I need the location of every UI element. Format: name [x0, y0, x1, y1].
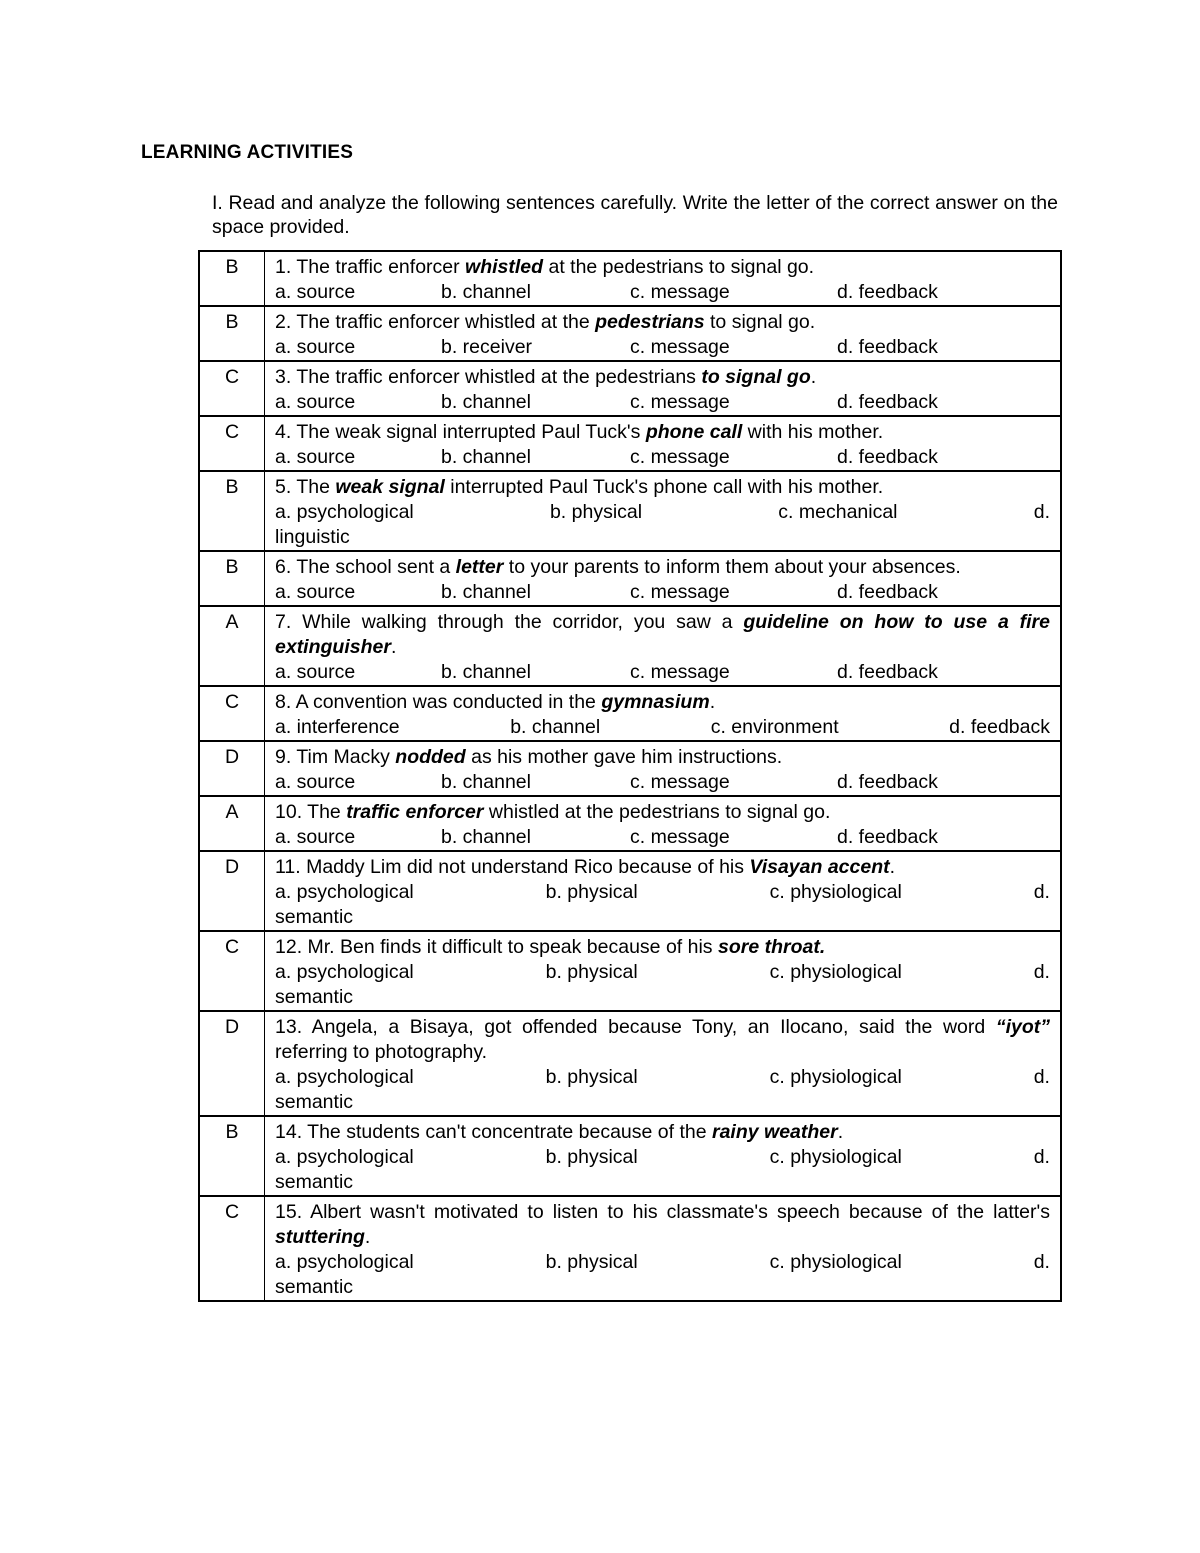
choice-option: b. physical — [545, 881, 638, 903]
question-cell — [265, 471, 1062, 551]
stem-text: with his mother. — [742, 421, 884, 443]
choice-option: b. physical — [545, 1066, 638, 1088]
choice-option: d. — [1033, 961, 1050, 983]
question-cell — [265, 251, 1062, 306]
stem-keyword: pedestrians — [595, 311, 705, 333]
choice-option: b. channel — [441, 826, 531, 848]
stem-text: 2. The traffic enforcer whistled at the — [275, 311, 596, 333]
choice-option: b. channel — [441, 391, 531, 413]
choice-option: b. physical — [545, 961, 638, 983]
stem-text: . — [709, 691, 716, 713]
stem-text: 9. Tim Macky — [275, 746, 396, 768]
question-cell — [265, 1196, 1062, 1301]
choices-row — [275, 770, 1050, 795]
question-cell — [265, 361, 1062, 416]
stem-text: 13. Angela, a Bisaya, got offended because Tony, an Ilocano, said the word — [275, 1016, 996, 1038]
choice-option: c. message — [630, 581, 730, 603]
choice-option: a. psychological — [275, 961, 414, 983]
question-stem — [275, 365, 1050, 390]
stem-keyword: sore throat. — [717, 936, 826, 958]
table-row — [199, 361, 1061, 416]
question-stem — [275, 1200, 1050, 1250]
choice-option: d. feedback — [837, 446, 938, 468]
choice-option: d. feedback — [949, 716, 1050, 738]
stem-text: interrupted Paul Tuck's phone call with his mother. — [444, 476, 884, 498]
question-stem — [275, 255, 1050, 280]
stem-keyword: phone call — [645, 421, 743, 443]
choice-option: d. feedback — [837, 391, 938, 413]
choice-option: c. physiological — [769, 1066, 902, 1088]
choice-option: d. feedback — [837, 336, 938, 358]
stem-text: 8. A convention was conducted in the — [275, 691, 602, 713]
choice-option: c. mechanical — [778, 501, 898, 523]
choice-option: b. physical — [549, 501, 643, 523]
choice-option: d. feedback — [837, 281, 938, 303]
choice-option: b. channel — [441, 446, 531, 468]
table-row — [199, 551, 1061, 606]
instructions-text: I. Read and analyze the following sentences carefully. Write the letter of the correct answer on the space provided. — [212, 192, 1058, 238]
answer-cell: A — [199, 606, 265, 686]
choice-option: d. feedback — [837, 826, 938, 848]
answer-cell: C — [199, 416, 265, 471]
answer-cell: B — [199, 306, 265, 361]
question-stem — [275, 555, 1050, 580]
choice-option: c. physiological — [769, 1251, 902, 1273]
question-stem — [275, 690, 1050, 715]
choices-row — [275, 280, 1050, 305]
choice-option: c. message — [630, 826, 730, 848]
stem-text: 6. The school sent a — [275, 556, 456, 578]
stem-keyword: “iyot” — [995, 1016, 1050, 1038]
choice-option: a. psychological — [275, 1146, 414, 1168]
choice-option: a. source — [275, 661, 356, 683]
stem-keyword: to signal go — [701, 366, 811, 388]
question-cell — [265, 741, 1062, 796]
answer-cell: D — [199, 1011, 265, 1116]
stem-text: 3. The traffic enforcer whistled at the pedestrians — [275, 366, 702, 388]
question-cell — [265, 306, 1062, 361]
choice-option: d. feedback — [837, 581, 938, 603]
stem-keyword: nodded — [395, 746, 466, 768]
question-stem — [275, 420, 1050, 445]
table-row — [199, 471, 1061, 551]
stem-text: 5. The — [275, 476, 336, 498]
stem-text: 14. The students can't concentrate because of the — [275, 1121, 712, 1143]
choice-option: a. interference — [275, 716, 400, 738]
stem-keyword: letter — [455, 556, 504, 578]
choice-option-continued: semantic — [275, 1171, 354, 1193]
question-stem — [275, 800, 1050, 825]
question-cell — [265, 606, 1062, 686]
stem-keyword: guideline on how to use a fire extinguisher — [275, 611, 1050, 658]
question-cell — [265, 551, 1062, 606]
stem-keyword: whistled — [465, 256, 544, 278]
stem-text: 11. Maddy Lim did not understand Rico because of his — [275, 856, 750, 878]
stem-text: . — [390, 636, 397, 658]
choice-option: b. channel — [510, 716, 601, 738]
choice-option: d. — [1033, 1146, 1050, 1168]
table-row — [199, 931, 1061, 1011]
stem-text: 4. The weak signal interrupted Paul Tuck's — [275, 421, 646, 443]
table-row — [199, 741, 1061, 796]
question-stem — [275, 1120, 1050, 1145]
stem-text: 10. The — [275, 801, 347, 823]
stem-keyword: gymnasium — [601, 691, 710, 713]
choice-option: c. message — [630, 771, 730, 793]
choice-option: a. source — [275, 771, 356, 793]
choice-option: a. psychological — [275, 1066, 414, 1088]
choice-option: c. message — [630, 391, 730, 413]
table-row — [199, 306, 1061, 361]
table-row — [199, 686, 1061, 741]
choices-row — [275, 715, 1050, 740]
choice-option: a. psychological — [275, 881, 414, 903]
answer-cell: A — [199, 796, 265, 851]
table-row — [199, 606, 1061, 686]
choices-row — [275, 1250, 1050, 1275]
stem-text: . — [837, 1121, 844, 1143]
question-stem — [275, 935, 1050, 960]
answer-cell: C — [199, 686, 265, 741]
choice-option: c. message — [630, 281, 730, 303]
choice-option: a. source — [275, 281, 356, 303]
choice-option: d. feedback — [837, 661, 938, 683]
question-cell — [265, 1011, 1062, 1116]
question-stem — [275, 1015, 1050, 1065]
choices-row — [275, 390, 1050, 415]
stem-text: to signal go. — [704, 311, 816, 333]
answer-cell: B — [199, 1116, 265, 1196]
stem-keyword: Visayan accent — [749, 856, 890, 878]
choice-option: c. physiological — [769, 1146, 902, 1168]
table-row — [199, 1196, 1061, 1301]
choice-option: d. feedback — [837, 771, 938, 793]
answer-cell: B — [199, 251, 265, 306]
stem-text: referring to photography. — [275, 1041, 488, 1063]
choice-option: c. physiological — [769, 881, 902, 903]
choice-option: b. channel — [441, 581, 531, 603]
choice-option-continued: semantic — [275, 906, 354, 928]
choices-row — [275, 1065, 1050, 1090]
choice-option: a. source — [275, 446, 356, 468]
question-cell — [265, 686, 1062, 741]
answer-cell: C — [199, 931, 265, 1011]
question-stem — [275, 745, 1050, 770]
choice-option: d. — [1033, 501, 1050, 523]
answer-cell: C — [199, 361, 265, 416]
choice-option: b. channel — [441, 661, 531, 683]
choice-option: a. source — [275, 336, 356, 358]
questions-table-body — [199, 251, 1061, 1301]
table-row — [199, 1116, 1061, 1196]
stem-keyword: stuttering — [275, 1226, 365, 1248]
choices-row — [275, 500, 1050, 525]
choice-option-continued: semantic — [275, 1276, 354, 1298]
question-stem — [275, 475, 1050, 500]
table-row — [199, 851, 1061, 931]
choices-row — [275, 660, 1050, 685]
choice-option: c. message — [630, 661, 730, 683]
choice-option: b. channel — [441, 771, 531, 793]
question-cell — [265, 416, 1062, 471]
stem-text: whistled at the pedestrians to signal go. — [483, 801, 831, 823]
question-cell — [265, 931, 1062, 1011]
choice-option-continued: linguistic — [275, 526, 350, 548]
stem-text: to your parents to inform them about your absences. — [503, 556, 961, 578]
choice-option: b. receiver — [441, 336, 533, 358]
page-heading: LEARNING ACTIVITIES — [141, 142, 354, 163]
choice-option: d. — [1033, 1066, 1050, 1088]
choice-option: c. physiological — [769, 961, 902, 983]
choice-option: b. physical — [545, 1251, 638, 1273]
stem-text: 7. While walking through the corridor, you saw a — [275, 611, 744, 633]
question-cell — [265, 851, 1062, 931]
stem-keyword: traffic enforcer — [346, 801, 484, 823]
choice-option: d. — [1033, 881, 1050, 903]
stem-text: . — [364, 1226, 371, 1248]
answer-cell: B — [199, 471, 265, 551]
choice-option: b. physical — [545, 1146, 638, 1168]
choice-option: a. psychological — [275, 501, 414, 523]
choice-option: a. source — [275, 826, 356, 848]
stem-text: 1. The traffic enforcer — [275, 256, 466, 278]
table-row — [199, 1011, 1061, 1116]
stem-text: 15. Albert wasn't motivated to listen to his classmate's speech because of the latter's — [275, 1201, 1050, 1223]
choices-row — [275, 880, 1050, 905]
choices-row — [275, 960, 1050, 985]
choice-option: a. psychological — [275, 1251, 414, 1273]
stem-text: as his mother gave him instructions. — [465, 746, 783, 768]
table-row — [199, 796, 1061, 851]
choice-option: a. source — [275, 391, 356, 413]
question-stem — [275, 855, 1050, 880]
question-stem — [275, 610, 1050, 660]
answer-cell: D — [199, 741, 265, 796]
stem-text: at the pedestrians to signal go. — [543, 256, 815, 278]
choice-option: c. environment — [710, 716, 839, 738]
table-row — [199, 251, 1061, 306]
questions-table — [198, 250, 1062, 1302]
choice-option: d. — [1033, 1251, 1050, 1273]
choices-row — [275, 335, 1050, 360]
question-cell — [265, 796, 1062, 851]
table-row — [199, 416, 1061, 471]
choices-row — [275, 580, 1050, 605]
stem-text: . — [889, 856, 896, 878]
choices-row — [275, 445, 1050, 470]
question-cell — [265, 1116, 1062, 1196]
choice-option: c. message — [630, 336, 730, 358]
answer-cell: D — [199, 851, 265, 931]
stem-keyword: rainy weather — [712, 1121, 838, 1143]
answer-cell: C — [199, 1196, 265, 1301]
choice-option-continued: semantic — [275, 1091, 354, 1113]
choice-option: a. source — [275, 581, 356, 603]
choices-row — [275, 825, 1050, 850]
choice-option: b. channel — [441, 281, 531, 303]
stem-text: . — [810, 366, 817, 388]
choices-row — [275, 1145, 1050, 1170]
question-stem — [275, 310, 1050, 335]
answer-cell: B — [199, 551, 265, 606]
choice-option: c. message — [630, 446, 730, 468]
stem-text: 12. Mr. Ben finds it difficult to speak because of his — [275, 936, 718, 958]
choice-option-continued: semantic — [275, 986, 354, 1008]
stem-keyword: weak signal — [335, 476, 445, 498]
